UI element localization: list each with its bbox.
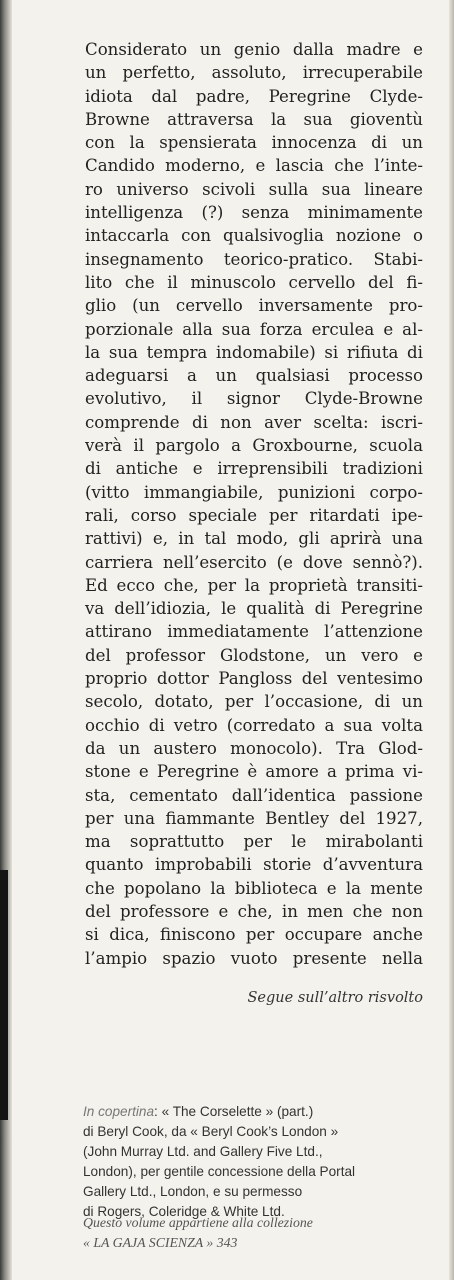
body-line: la sua tempra indomabile) si rifiuta di — [85, 342, 423, 362]
credits-line-4: London), per gentile concessione della Portal — [83, 1164, 356, 1179]
body-line: porzionale alla sua forza erculea e al- — [85, 319, 423, 339]
body-line: Browne attraversa la sua gioventù — [85, 109, 423, 129]
collection-series: « LA GAJA SCIENZA » 343 — [83, 1235, 238, 1250]
body-line: del professore e che, in men che non — [85, 901, 423, 921]
continued-note: Segue sull’altro risvolto — [247, 990, 423, 1006]
body-line: comprende di non aver scelta: iscri- — [85, 412, 423, 432]
body-line: sta, cementato dall’identica passione — [85, 785, 423, 805]
body-line: da un austero monocolo). Tra Glod- — [85, 738, 423, 758]
body-line: glio (un cervello inversamente pro- — [85, 296, 423, 316]
body-line: Candido moderno, e lascia che l’inte- — [85, 156, 423, 176]
page-edge — [449, 0, 454, 1280]
body-line: Ed ecco che, per la proprietà transiti- — [85, 575, 423, 595]
body-line: proprio dottor Pangloss del ventesimo — [85, 669, 423, 689]
body-line: di antiche e irreprensibili tradizioni — [85, 459, 423, 479]
body-line: va dell’idiozia, le qualità di Peregrine — [85, 599, 423, 619]
body-line: intaccarla con qualsivoglia nozione o — [85, 226, 423, 246]
body-line: quanto improbabili storie d’avventura — [85, 855, 423, 875]
collection-line-1: Questo volume appartiene alla collezione — [83, 1215, 313, 1230]
body-line: evolutivo, il signor Clyde-Browne — [85, 389, 423, 409]
credits-line-2: di Beryl Cook, da « Beryl Cook’s London » — [83, 1124, 339, 1139]
body-line: idiota dal padre, Peregrine Clyde- — [85, 86, 423, 106]
body-line: che popolano la biblioteca e la mente — [85, 878, 423, 898]
body-line: secolo, dotato, per l’occasione, di un — [85, 692, 423, 712]
body-line: stone e Peregrine è amore a prima vi- — [85, 762, 423, 782]
body-line: rattivi) e, in tal modo, gli aprirà una — [85, 529, 423, 549]
body-line: verà il pargolo a Groxbourne, scuola — [85, 436, 423, 456]
body-line: occhio di vetro (corredato a sua volta — [85, 715, 423, 735]
body-line: un perfetto, assoluto, irrecuperabile — [85, 63, 423, 83]
body-line: insegnamento teorico-pratico. Stabi- — [85, 249, 423, 269]
body-line: (vitto immangiabile, punizioni corpo- — [85, 482, 423, 502]
credits-lead: In copertina — [83, 1104, 155, 1119]
credits-line-6: di Rogers, Coleridge & White Ltd. — [83, 1204, 285, 1219]
body-line: rali, corso speciale per ritardati ipe- — [85, 505, 423, 525]
body-line: lito che il minuscolo cervello del fi- — [85, 272, 423, 292]
collection-note — [83, 1213, 428, 1253]
credits-line-3: (John Murray Ltd. and Gallery Five Ltd., — [83, 1144, 323, 1159]
body-line: ma soprattutto per le mirabolanti — [85, 832, 423, 852]
body-line: ro universo scivoli sulla sua lineare — [85, 179, 423, 199]
body-line: Considerato un genio dalla madre e — [85, 40, 423, 59]
body-line: intelligenza (?) senza minimamente — [85, 203, 423, 223]
body-line: si dica, finiscono per occupare anche — [85, 925, 423, 945]
credits-line-1-rest: : « The Corselette » (part.) — [154, 1104, 314, 1119]
body-line: con la spensierata innocenza di un — [85, 133, 423, 153]
body-line: attirano immediatamente l’attenzione — [85, 622, 423, 642]
body-line: l’ampio spazio vuoto presente nella — [85, 948, 423, 968]
flap-body-text — [85, 38, 423, 970]
body-line: adeguarsi a un qualsiasi processo — [85, 366, 423, 386]
body-line: per una fiammante Bentley del 1927, — [85, 808, 423, 828]
cover-credits — [83, 1102, 428, 1222]
body-line: del professor Glodstone, un vero e — [85, 645, 423, 665]
credits-line-1 — [83, 1102, 428, 1122]
body-line: carriera nell’esercito (e dove sennò?). — [85, 552, 423, 572]
cover-edge-shadow — [0, 870, 8, 1120]
credits-line-5: Gallery Ltd., London, e su permesso — [83, 1184, 303, 1199]
